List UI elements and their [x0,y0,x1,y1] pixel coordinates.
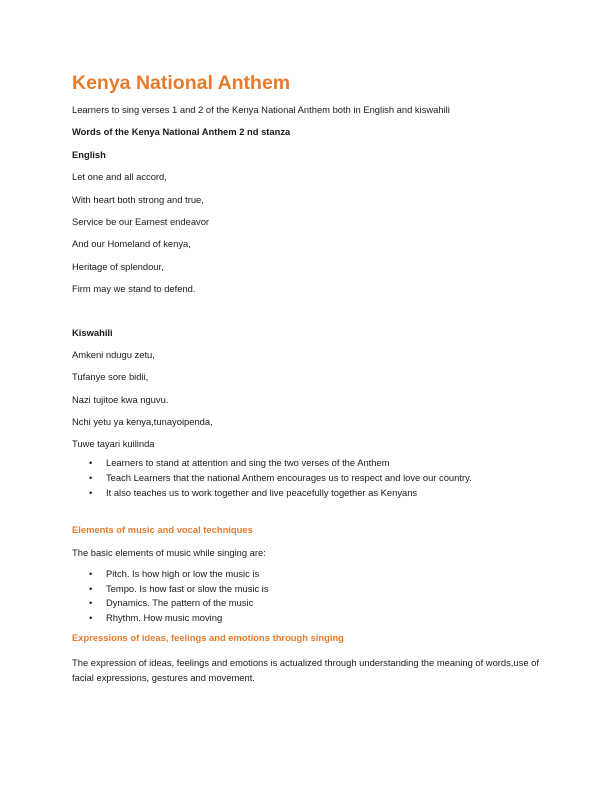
english-heading: English [72,148,106,160]
document-page [72,70,542,685]
list-item: • Tempo. Is how fast or slow the music is [106,582,542,597]
english-verse [72,171,542,295]
verse-line: Service be our Earnest endeavor [72,215,210,227]
verse-line: Heritage of splendour, [72,260,164,272]
expressions-heading: Expressions of ideas, feelings and emotions through singing [72,631,344,643]
elements-heading: Elements of music and vocal techniques [72,524,253,536]
verse-line: Amkeni ndugu zetu, [72,348,155,360]
expressions-paragraph: The expression of ideas, feelings and emotions is actualized through understanding the meaning of words,use of facial expressions, gestures and movement. [72,656,539,683]
verse-line: Let one and all accord, [72,171,167,183]
list-item: • Rhythm. How music moving [106,611,542,626]
list-item: • Teach Learners that the national Anthem encourages us to respect and love our country. [106,471,542,486]
list-item: • Dynamics. The pattern of the music [106,596,542,611]
list-item: • Learners to stand at attention and sing the two verses of the Anthem [106,456,542,471]
verse-line: Tuwe tayari kuilinda [72,438,155,450]
verse-line: Nazi tujitoe kwa nguvu. [72,393,169,405]
list-item: • It also teaches us to work together and live peacefully together as Kenyans [106,486,542,501]
verse-line: Firm may we stand to defend. [72,283,196,295]
elements-bullet-list [72,567,542,625]
anthem-bullet-list [72,456,542,500]
intro-text: Learners to sing verses 1 and 2 of the Kenya National Anthem both in English and kiswahili [72,104,450,115]
elements-intro: The basic elements of music while singing are: [72,547,266,559]
verse-line: Tufanye sore bidii, [72,371,149,383]
words-heading: Words of the Kenya National Anthem 2 nd stanza [72,126,291,138]
kiswahili-heading: Kiswahili [72,326,113,338]
verse-line: With heart both strong and true, [72,193,204,205]
verse-line: And our Homeland of kenya, [72,238,191,250]
list-item: • Pitch. Is how high or low the music is [106,567,542,582]
kiswahili-verse [72,349,542,451]
page-title: Kenya National Anthem [72,72,291,94]
verse-line: Nchi yetu ya kenya,tunayoipenda, [72,416,213,428]
